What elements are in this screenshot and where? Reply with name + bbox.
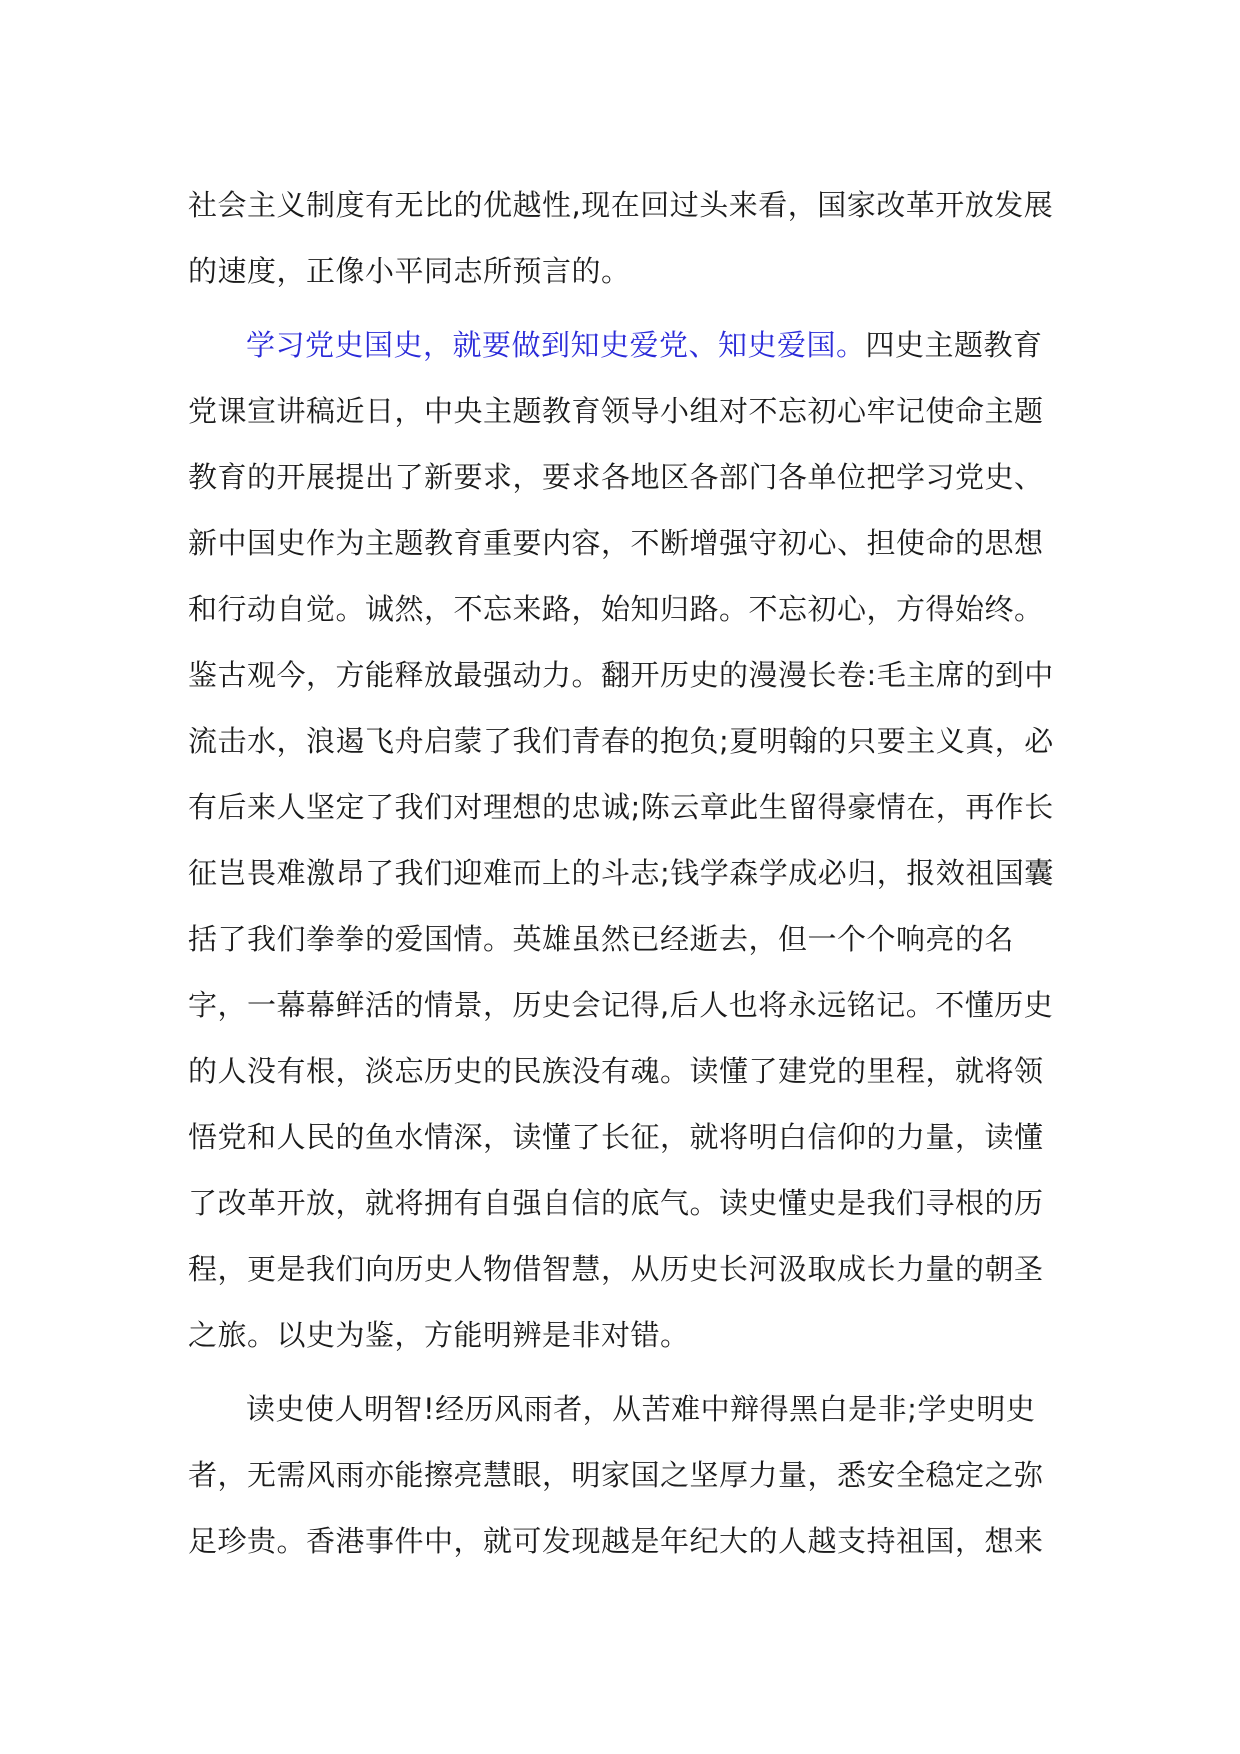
- text-line: 流击水，浪遏飞舟启蒙了我们青春的抱负;夏明翰的只要主义真，必: [188, 724, 1054, 758]
- text-fragment: 四史主题教育: [865, 328, 1043, 362]
- highlighted-heading: 学习党史国史，就要做到知史爱党、知史爱国。: [246, 328, 866, 362]
- text-line-first: [188, 312, 1058, 378]
- text-line: 悟党和人民的鱼水情深，读懂了长征，就将明白信仰的力量，读懂: [188, 1120, 1044, 1154]
- text-line: 之旅。以史为鉴，方能明辨是非对错。: [188, 1318, 690, 1352]
- text-line: 社会主义制度有无比的优越性,现在回过头来看，国家改革开放发展: [188, 188, 1054, 222]
- paragraph-3: [188, 1376, 1058, 1574]
- document-page: [188, 172, 1058, 1574]
- text-line: 程，更是我们向历史人物借智慧，从历史长河汲取成长力量的朝圣: [188, 1252, 1044, 1286]
- text-line: 者，无需风雨亦能擦亮慧眼，明家国之坚厚力量，悉安全稳定之弥: [188, 1458, 1044, 1492]
- text-line: 的人没有根，淡忘历史的民族没有魂。读懂了建党的里程，就将领: [188, 1054, 1044, 1088]
- text-line: 有后来人坚定了我们对理想的忠诚;陈云章此生留得豪情在，再作长: [188, 790, 1054, 824]
- text-line: 教育的开展提出了新要求，要求各地区各部门各单位把学习党史、: [188, 460, 1044, 494]
- text-line: 足珍贵。香港事件中，就可发现越是年纪大的人越支持祖国，想来: [188, 1524, 1044, 1558]
- text-line: 鉴古观今，方能释放最强动力。翻开历史的漫漫长卷:毛主席的到中: [188, 658, 1054, 692]
- text-line: 括了我们拳拳的爱国情。英雄虽然已经逝去，但一个个响亮的名: [188, 922, 1015, 956]
- text-line: 和行动自觉。诚然，不忘来路，始知归路。不忘初心，方得始终。: [188, 592, 1044, 626]
- text-line: 新中国史作为主题教育重要内容，不断增强守初心、担使命的思想: [188, 526, 1044, 560]
- text-line: 字，一幕幕鲜活的情景，历史会记得,后人也将永远铭记。不懂历史: [188, 988, 1054, 1022]
- paragraph-1: [188, 172, 1058, 304]
- paragraph-2: [188, 312, 1058, 1368]
- text-line: 党课宣讲稿近日，中央主题教育领导小组对不忘初心牢记使命主题: [188, 394, 1044, 428]
- text-line-first: 读史使人明智!经历风雨者，从苦难中辩得黑白是非;学史明史: [246, 1392, 1036, 1426]
- text-line: 征岂畏难激昂了我们迎难而上的斗志;钱学森学成必归，报效祖国囊: [188, 856, 1054, 890]
- text-line: 的速度，正像小平同志所预言的。: [188, 254, 631, 288]
- text-line: 了改革开放，就将拥有自强自信的底气。读史懂史是我们寻根的历: [188, 1186, 1044, 1220]
